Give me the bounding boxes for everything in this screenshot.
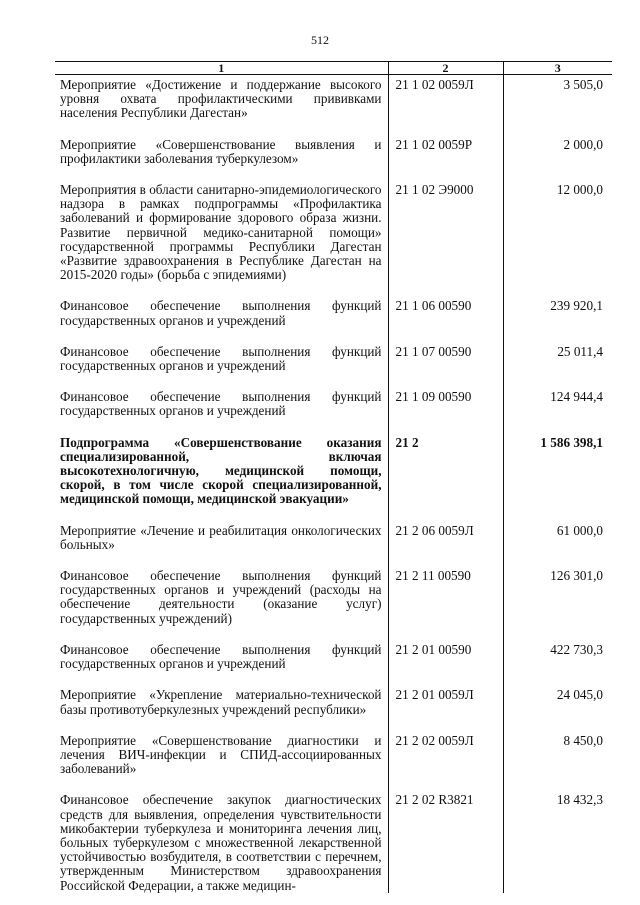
spacer-cell — [55, 552, 388, 566]
spacer-cell — [503, 626, 612, 640]
row-amount-cell: 1 586 398,1 — [503, 433, 612, 507]
page-number: 512 — [311, 33, 329, 47]
row-amount-cell: 8 450,0 — [503, 731, 612, 777]
row-name-cell: Финансовое обеспечение выполнения функций государственных органов и учреждений — [60, 298, 382, 328]
column-header-1: 1 — [55, 62, 388, 75]
table-row — [55, 521, 612, 552]
row-amount-cell: 124 944,4 — [503, 387, 612, 418]
spacer-cell — [55, 626, 388, 640]
column-header-3: 3 — [503, 62, 612, 75]
spacer-cell — [388, 282, 503, 296]
spacer-cell — [55, 507, 388, 521]
row-amount-cell: 3 505,0 — [503, 75, 612, 121]
row-code-cell: 21 1 02 Э9000 — [388, 180, 503, 282]
spacer-cell — [388, 671, 503, 685]
spacer-cell — [503, 373, 612, 387]
row-amount-cell: 239 920,1 — [503, 296, 612, 327]
row-code-cell: 21 2 11 00590 — [388, 566, 503, 626]
row-amount-cell: 18 432,3 — [503, 790, 612, 892]
row-amount-cell: 2 000,0 — [503, 135, 612, 166]
spacer-cell — [503, 419, 612, 433]
row-spacer — [55, 552, 612, 566]
table-row — [55, 342, 612, 373]
spacer-cell — [55, 776, 388, 790]
spacer-cell — [55, 373, 388, 387]
spacer-cell — [388, 626, 503, 640]
spacer-cell — [55, 166, 388, 180]
row-amount-cell: 422 730,3 — [503, 640, 612, 671]
row-code-cell: 21 2 01 0059Л — [388, 685, 503, 716]
row-code-cell: 21 1 09 00590 — [388, 387, 503, 418]
row-name-cell: Мероприятие «Достижение и поддержание высокого уровня охвата профилактическими прививками населения Республики Дагестан» — [60, 77, 382, 121]
row-name-cell: Финансовое обеспечение закупок диагностических средств для выявления, определения чувствительности микобактерии туберкулеза и мониторинга лечения лиц, больных туберкулезом с множественной лекарственной устойчивостью возбудителя, в соответствии с перечнем, утвержденным Министерством здравоохранения Российской Федерации, а также медицин- — [60, 792, 382, 893]
row-code-cell: 21 2 02 0059Л — [388, 731, 503, 777]
row-spacer — [55, 282, 612, 296]
row-code-cell: 21 2 01 00590 — [388, 640, 503, 671]
row-amount-cell: 61 000,0 — [503, 521, 612, 552]
row-spacer — [55, 121, 612, 135]
row-spacer — [55, 507, 612, 521]
row-spacer — [55, 419, 612, 433]
spacer-cell — [388, 717, 503, 731]
spacer-cell — [503, 552, 612, 566]
row-spacer — [55, 166, 612, 180]
row-name-cell: Мероприятие «Укрепление материально-технической базы противотуберкулезных учреждений республики» — [60, 687, 382, 717]
spacer-cell — [503, 121, 612, 135]
table-row — [55, 433, 612, 507]
row-name-cell: Мероприятия в области санитарно-эпидемиологического надзора в рамках подпрограммы «Профилактика заболеваний и формирование здорового образа жизни. Развитие первичной медико-санитарной помощи» государственной программы Республики Дагестан «Развитие здравоохранения в Республике Дагестан на 2015-2020 годы» (борьба с эпидемиями) — [60, 182, 382, 283]
spacer-cell — [55, 282, 388, 296]
row-code-cell: 21 1 06 00590 — [388, 296, 503, 327]
budget-table — [55, 61, 612, 893]
row-amount-cell: 24 045,0 — [503, 685, 612, 716]
row-code-cell: 21 2 06 0059Л — [388, 521, 503, 552]
row-code-cell: 21 1 02 0059Р — [388, 135, 503, 166]
table-row — [55, 566, 612, 626]
row-code-cell: 21 2 02 R3821 — [388, 790, 503, 892]
row-amount-cell: 25 011,4 — [503, 342, 612, 373]
table-row — [55, 296, 612, 327]
row-spacer — [55, 717, 612, 731]
table-row — [55, 180, 612, 282]
row-spacer — [55, 626, 612, 640]
spacer-cell — [388, 552, 503, 566]
row-name-cell: Финансовое обеспечение выполнения функций государственных органов и учреждений — [60, 641, 382, 672]
row-spacer — [55, 373, 612, 387]
spacer-cell — [55, 328, 388, 342]
table-row — [55, 790, 612, 892]
table-body — [55, 75, 612, 893]
row-amount-cell: 12 000,0 — [503, 180, 612, 282]
table-row — [55, 387, 612, 418]
row-spacer — [55, 776, 612, 790]
table-row — [55, 75, 612, 121]
spacer-cell — [503, 717, 612, 731]
spacer-cell — [388, 373, 503, 387]
column-header-2: 2 — [388, 62, 503, 75]
table-header-row — [55, 62, 612, 75]
row-name-cell: Финансовое обеспечение выполнения функций государственных органов и учреждений — [60, 343, 382, 374]
table-row — [55, 640, 612, 671]
spacer-cell — [55, 419, 388, 433]
spacer-cell — [55, 121, 388, 135]
spacer-cell — [503, 671, 612, 685]
spacer-cell — [55, 671, 388, 685]
row-spacer — [55, 328, 612, 342]
spacer-cell — [388, 507, 503, 521]
row-code-cell: 21 1 07 00590 — [388, 342, 503, 373]
spacer-cell — [55, 717, 388, 731]
spacer-cell — [388, 328, 503, 342]
row-code-cell: 21 2 — [388, 433, 503, 507]
row-spacer — [55, 671, 612, 685]
spacer-cell — [503, 776, 612, 790]
spacer-cell — [388, 419, 503, 433]
spacer-cell — [503, 507, 612, 521]
row-name-cell: Мероприятие «Совершенствование диагностики и лечения ВИЧ-инфекции и СПИД-ассоциированных заболеваний» — [60, 732, 382, 777]
row-code-cell: 21 1 02 0059Л — [388, 75, 503, 121]
table-row — [55, 685, 612, 716]
row-name-cell: Подпрограмма «Совершенствование оказания специализированной, включая высокотехнологичную, медицинской помощи, скорой, в том числе скорой специализированной, медицинской помощи, медицинской эвакуации» — [60, 434, 382, 507]
spacer-cell — [503, 282, 612, 296]
row-amount-cell: 126 301,0 — [503, 566, 612, 626]
spacer-cell — [388, 776, 503, 790]
table-row — [55, 135, 612, 166]
row-name-cell: Мероприятие «Совершенствование выявления и профилактики заболевания туберкулезом» — [60, 136, 382, 166]
spacer-cell — [388, 166, 503, 180]
row-name-cell: Финансовое обеспечение выполнения функций государственных органов и учреждений (расходы на обеспечение деятельности (оказание услуг) государственных учреждений) — [60, 568, 382, 626]
spacer-cell — [503, 328, 612, 342]
table-row — [55, 731, 612, 777]
spacer-cell — [503, 166, 612, 180]
spacer-cell — [388, 121, 503, 135]
row-name-cell: Финансовое обеспечение выполнения функций государственных органов и учреждений — [60, 389, 382, 419]
row-name-cell: Мероприятие «Лечение и реабилитация онкологических больных» — [60, 522, 382, 552]
